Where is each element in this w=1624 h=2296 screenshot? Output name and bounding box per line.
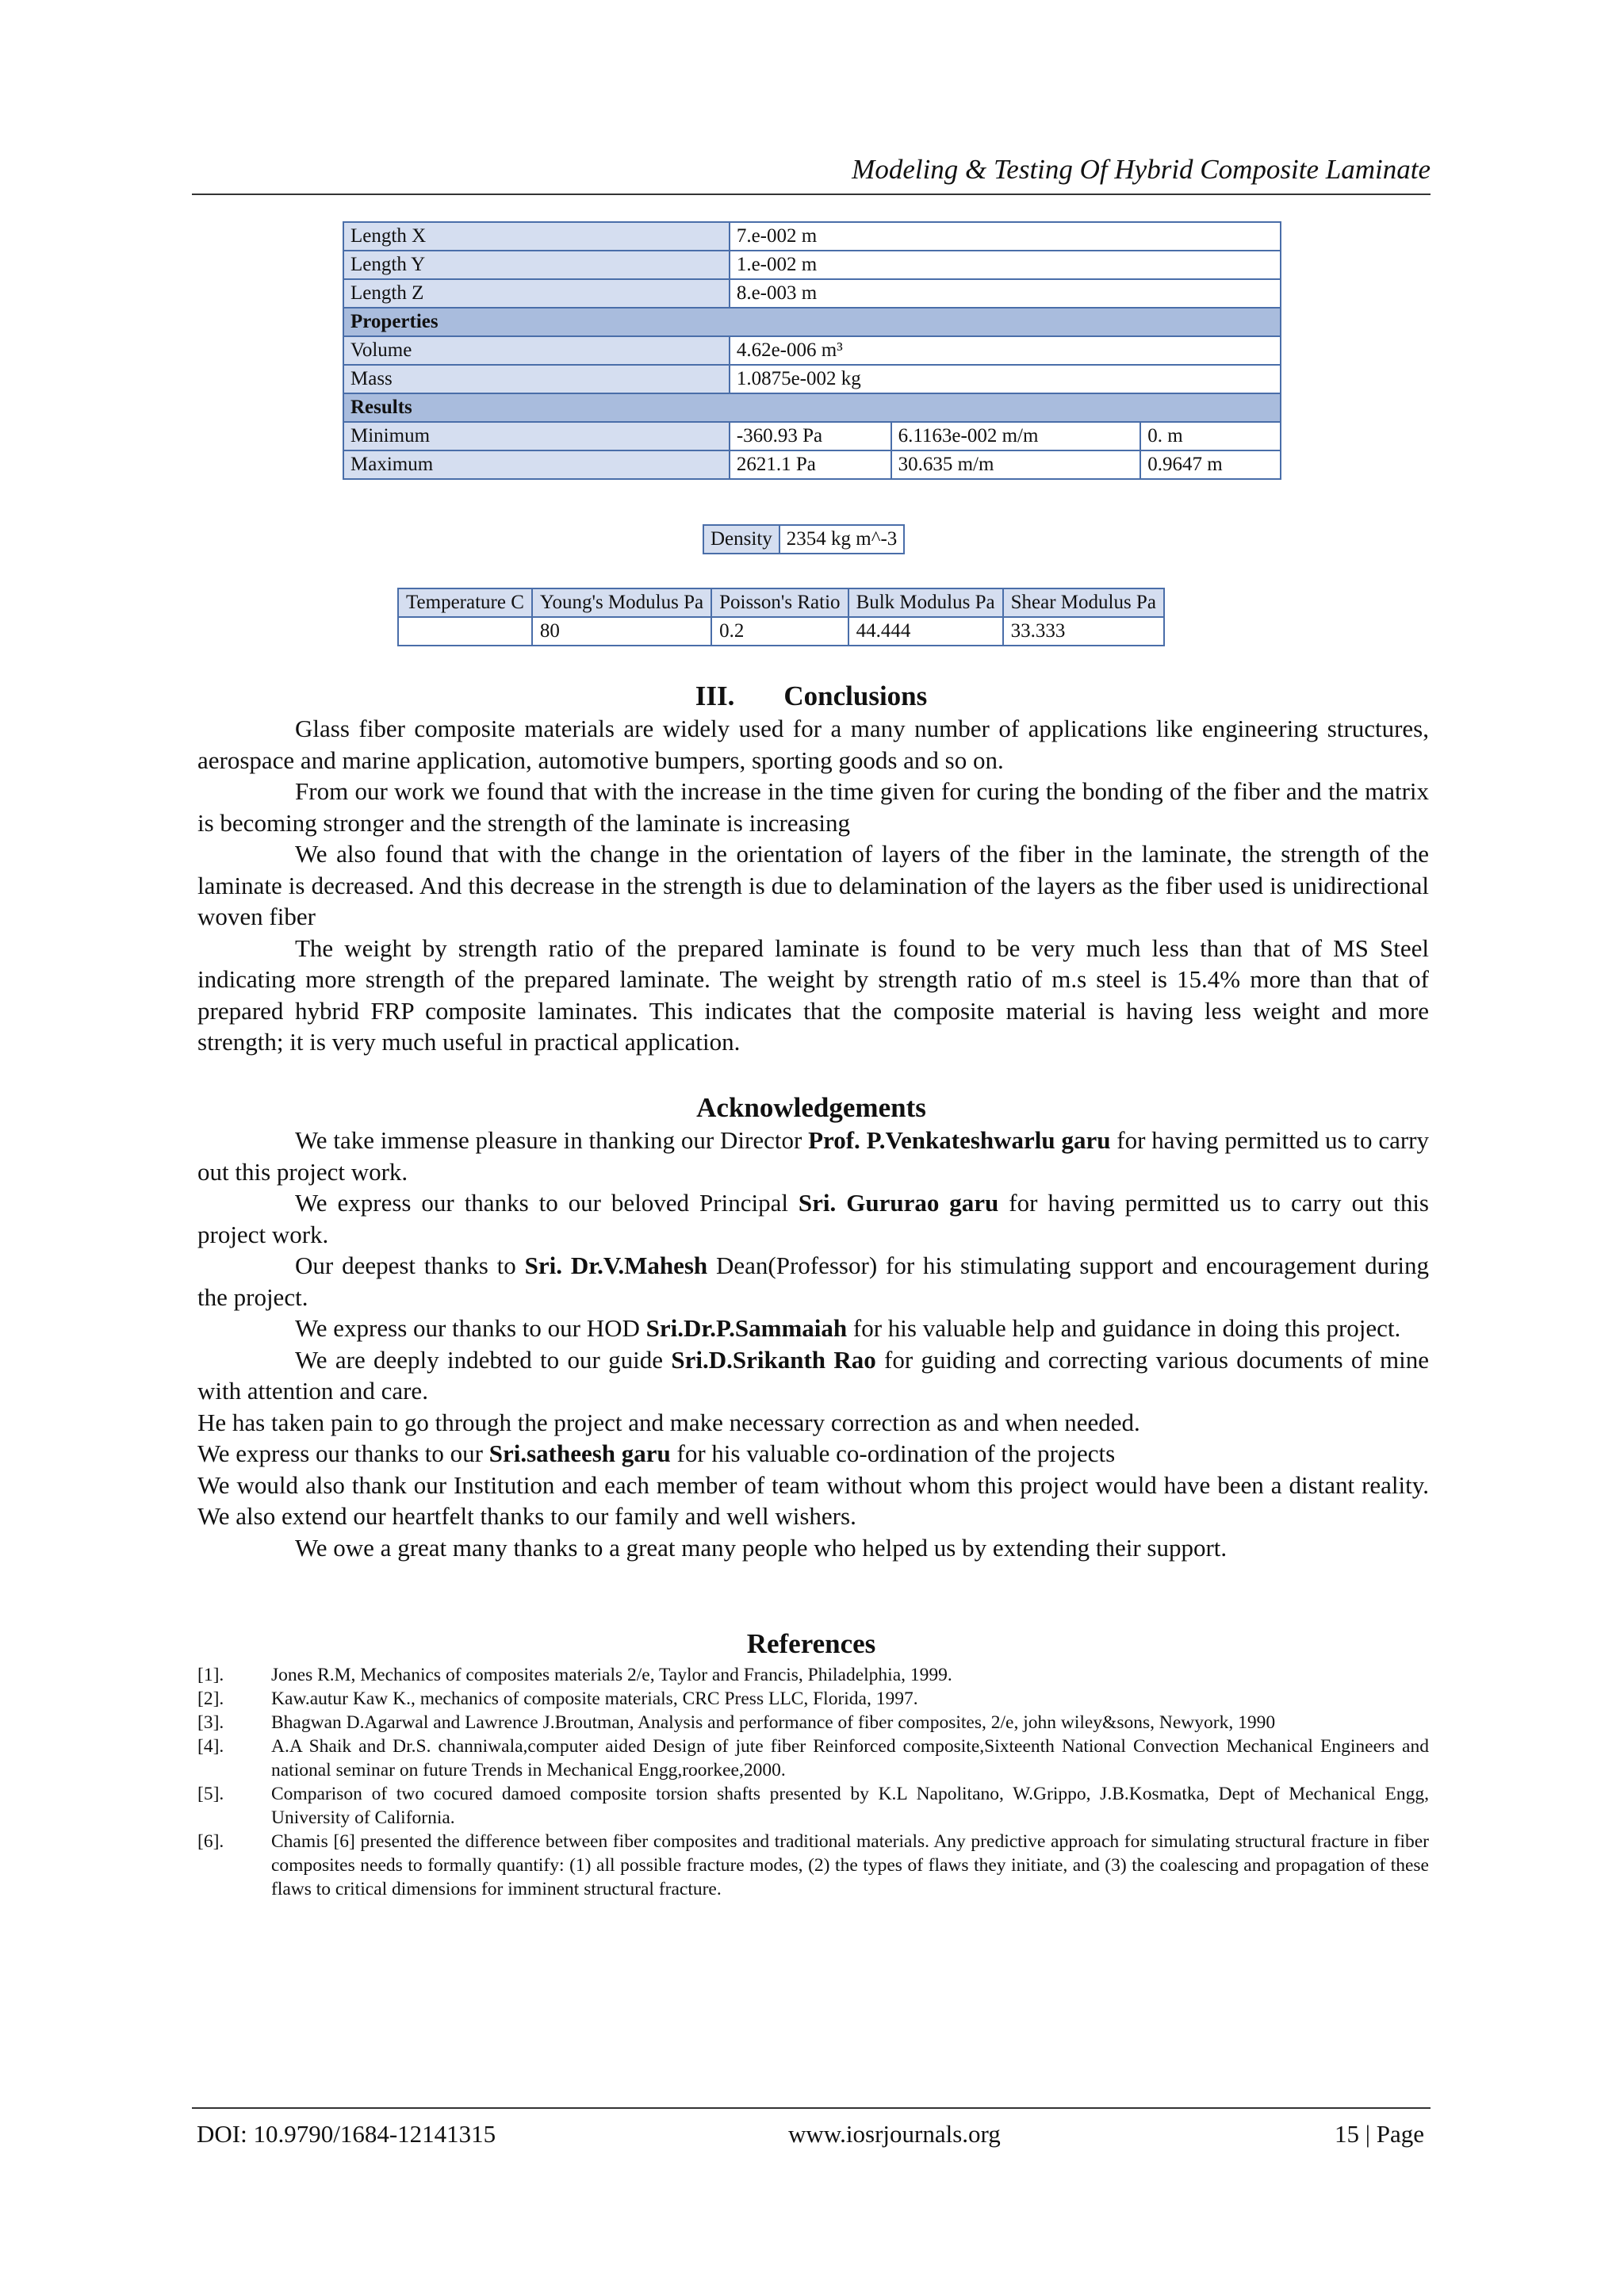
material-properties-table (397, 588, 1165, 646)
table-row (343, 365, 1281, 393)
reference-text: A.A Shaik and Dr.S. channiwala,computer aided Design of jute fiber Reinforced composite,Sixteenth National Convection Mechanical Engineers and national seminar on future Trends in Mechanical Engg,roorkee,2000. (271, 1736, 1429, 1780)
table-row (343, 222, 1281, 251)
paragraph: We would also thank our Institution and each member of team without whom this project would have been a distant reality. We also extend our heartfelt thanks to our family and well wishers. (197, 1470, 1429, 1530)
acknowledgements-body (197, 1125, 1429, 1563)
table-cell-value: 4.62e-006 m³ (730, 336, 1281, 365)
paragraph: We express our thanks to our HOD Sri.Dr.P.Sammaiah for his valuable help and guidance in doing this project. (295, 1314, 1401, 1342)
table-cell-value: 80 (532, 617, 711, 646)
references-heading: References (746, 1628, 876, 1659)
header-title: Modeling & Testing Of Hybrid Composite Laminate (852, 154, 1431, 185)
table-header-row (398, 588, 1164, 617)
reference-item (197, 1734, 1429, 1782)
reference-number: [4]. (197, 1736, 224, 1757)
footer-website[interactable]: www.iosrjournals.org (788, 2120, 1001, 2148)
page-footer (192, 2107, 1431, 2148)
table-cell-label: Length Z (343, 279, 730, 308)
person-name: Sri. Gururao garu (798, 1189, 999, 1217)
paragraph: We express our thanks to our beloved Principal Sri. Gururao garu for having permitted us to carry out this project work. (197, 1189, 1429, 1248)
table-cell-value: 2621.1 Pa (730, 450, 891, 479)
reference-text: Kaw.autur Kaw K., mechanics of composite materials, CRC Press LLC, Florida, 1997. (271, 1688, 918, 1709)
section-number: III. (695, 680, 735, 711)
reference-number: [5]. (197, 1784, 224, 1804)
reference-item (197, 1663, 1429, 1687)
table-cell-label: Volume (343, 336, 730, 365)
reference-item (197, 1711, 1429, 1734)
reference-text: Jones R.M, Mechanics of composites materials 2/e, Taylor and Francis, Philadelphia, 1999. (271, 1665, 952, 1685)
table-cell-value: 6.1163e-002 m/m (891, 422, 1141, 450)
table-header-cell: Bulk Modulus Pa (848, 588, 1003, 617)
table-cell-value: 0.2 (711, 617, 848, 646)
table-section-row (343, 393, 1281, 422)
paragraph: Glass fiber composite materials are widely used for a many number of applications like engineering structures, aerospace and marine application, automotive bumpers, sporting goods and so on. (197, 715, 1429, 774)
properties-heading: Properties (343, 308, 1281, 336)
table-cell-value: 8.e-003 m (730, 279, 1281, 308)
table-cell-value: 7.e-002 m (730, 222, 1281, 251)
reference-text: Chamis [6] presented the difference between fiber composites and traditional materials. Any predictive approach for simulating structural fracture in fiber composites needs to formally quantify: (1) all possible fracture modes, (2) the types of flaws they initiate, and (3) the coalescing and propagation of these flaws to critical dimensions for imminent structural fracture. (271, 1831, 1429, 1899)
table-row (343, 450, 1281, 479)
table-cell-label: Length Y (343, 251, 730, 279)
person-name: Prof. P.Venkateshwarlu garu (808, 1126, 1111, 1154)
person-name: Sri. Dr.V.Mahesh (524, 1251, 708, 1279)
table-cell-label: Maximum (343, 450, 730, 479)
paragraph: We are deeply indebted to our guide Sri.D.Srikanth Rao for guiding and correcting various documents of mine with attention and care. (197, 1345, 1430, 1405)
table-header-cell: Shear Modulus Pa (1003, 588, 1164, 617)
table-row (343, 279, 1281, 308)
footer-doi: DOI: 10.9790/1684-12141315 (197, 2120, 496, 2148)
paragraph: We also found that with the change in the orientation of layers of the fiber in the laminate, the strength of the laminate is decreased. And this decrease in the strength is due to delamination of the layers as the fiber used is unidirectional woven fiber (197, 840, 1429, 930)
geometry-results-table (343, 221, 1281, 480)
reference-text: Comparison of two cocured damoed composite torsion shafts presented by K.L Napolitano, W.Grippo, J.B.Kosmatka, Dept of Mechanical Engg, University of California. (271, 1784, 1429, 1828)
table-cell-value (398, 617, 532, 646)
paragraph: We take immense pleasure in thanking our Director Prof. P.Venkateshwarlu garu for having permitted us to carry out this project work. (197, 1126, 1429, 1186)
table-cell-label: Minimum (343, 422, 730, 450)
table-cell-value: -360.93 Pa (730, 422, 891, 450)
reference-number: [3]. (197, 1712, 224, 1733)
reference-number: [2]. (197, 1688, 224, 1709)
table-row (398, 617, 1164, 646)
reference-text: Bhagwan D.Agarwal and Lawrence J.Broutman, Analysis and performance of fiber composites, 2/e, john wiley&sons, Newyork, 1990 (271, 1712, 1276, 1733)
acknowledgements-heading: Acknowledgements (696, 1092, 926, 1123)
paragraph: He has taken pain to go through the project and make necessary correction as and when needed. (197, 1408, 1140, 1436)
paragraph: We express our thanks to our Sri.satheesh garu for his valuable co-ordination of the projects (197, 1439, 1116, 1467)
table-row (343, 422, 1281, 450)
table-cell-value: 44.444 (848, 617, 1003, 646)
table-cell-value: 2354 kg m^-3 (779, 525, 905, 554)
person-name: Sri.D.Srikanth Rao (671, 1345, 876, 1374)
table-cell-label: Length X (343, 222, 730, 251)
running-header (192, 149, 1431, 195)
references-list (197, 1663, 1429, 1901)
table-row (703, 525, 904, 554)
table-header-cell: Poisson's Ratio (711, 588, 848, 617)
paragraph: We owe a great many thanks to a great many people who helped us by extending their support. (295, 1533, 1228, 1562)
paragraph: From our work we found that with the increase in the time given for curing the bonding of the fiber and the matrix is becoming stronger and the strength of the laminate is increasing (197, 777, 1429, 837)
table-row (343, 336, 1281, 365)
reference-item (197, 1782, 1429, 1830)
person-name: Sri.Dr.P.Sammaiah (645, 1314, 848, 1342)
density-table (703, 524, 905, 554)
table-header-cell: Young's Modulus Pa (532, 588, 711, 617)
table-cell-label: Density (703, 525, 779, 554)
table-cell-value: 0.9647 m (1140, 450, 1281, 479)
results-heading: Results (343, 393, 1281, 422)
person-name: Sri.satheesh garu (488, 1439, 671, 1467)
table-cell-value: 30.635 m/m (891, 450, 1141, 479)
conclusions-heading (192, 680, 1431, 712)
table-section-row (343, 308, 1281, 336)
reference-number: [6]. (197, 1831, 224, 1852)
footer-page-number: 15 | Page (1335, 2120, 1424, 2148)
paragraph: The weight by strength ratio of the prepared laminate is found to be very much less than that of MS Steel indicating more strength of the prepared laminate. The weight by strength ratio of m.s steel is 15.4% more than that of prepared hybrid FRP composite laminates. This indicates that the composite material is having less weight and more strength; it is very much useful in practical application. (197, 933, 1429, 1056)
table-cell-value: 1.e-002 m (730, 251, 1281, 279)
reference-number: [1]. (197, 1665, 224, 1685)
table-cell-value: 0. m (1140, 422, 1281, 450)
conclusions-body (197, 713, 1429, 1058)
reference-item (197, 1687, 1429, 1711)
table-header-cell: Temperature C (398, 588, 532, 617)
table-cell-value: 1.0875e-002 kg (730, 365, 1281, 393)
paragraph: Our deepest thanks to Sri. Dr.V.Mahesh Dean(Professor) for his stimulating support and encouragement during the project. (197, 1251, 1430, 1311)
section-title: Conclusions (783, 680, 928, 711)
table-cell-label: Mass (343, 365, 730, 393)
table-row (343, 251, 1281, 279)
reference-item (197, 1830, 1429, 1901)
table-cell-value: 33.333 (1003, 617, 1164, 646)
